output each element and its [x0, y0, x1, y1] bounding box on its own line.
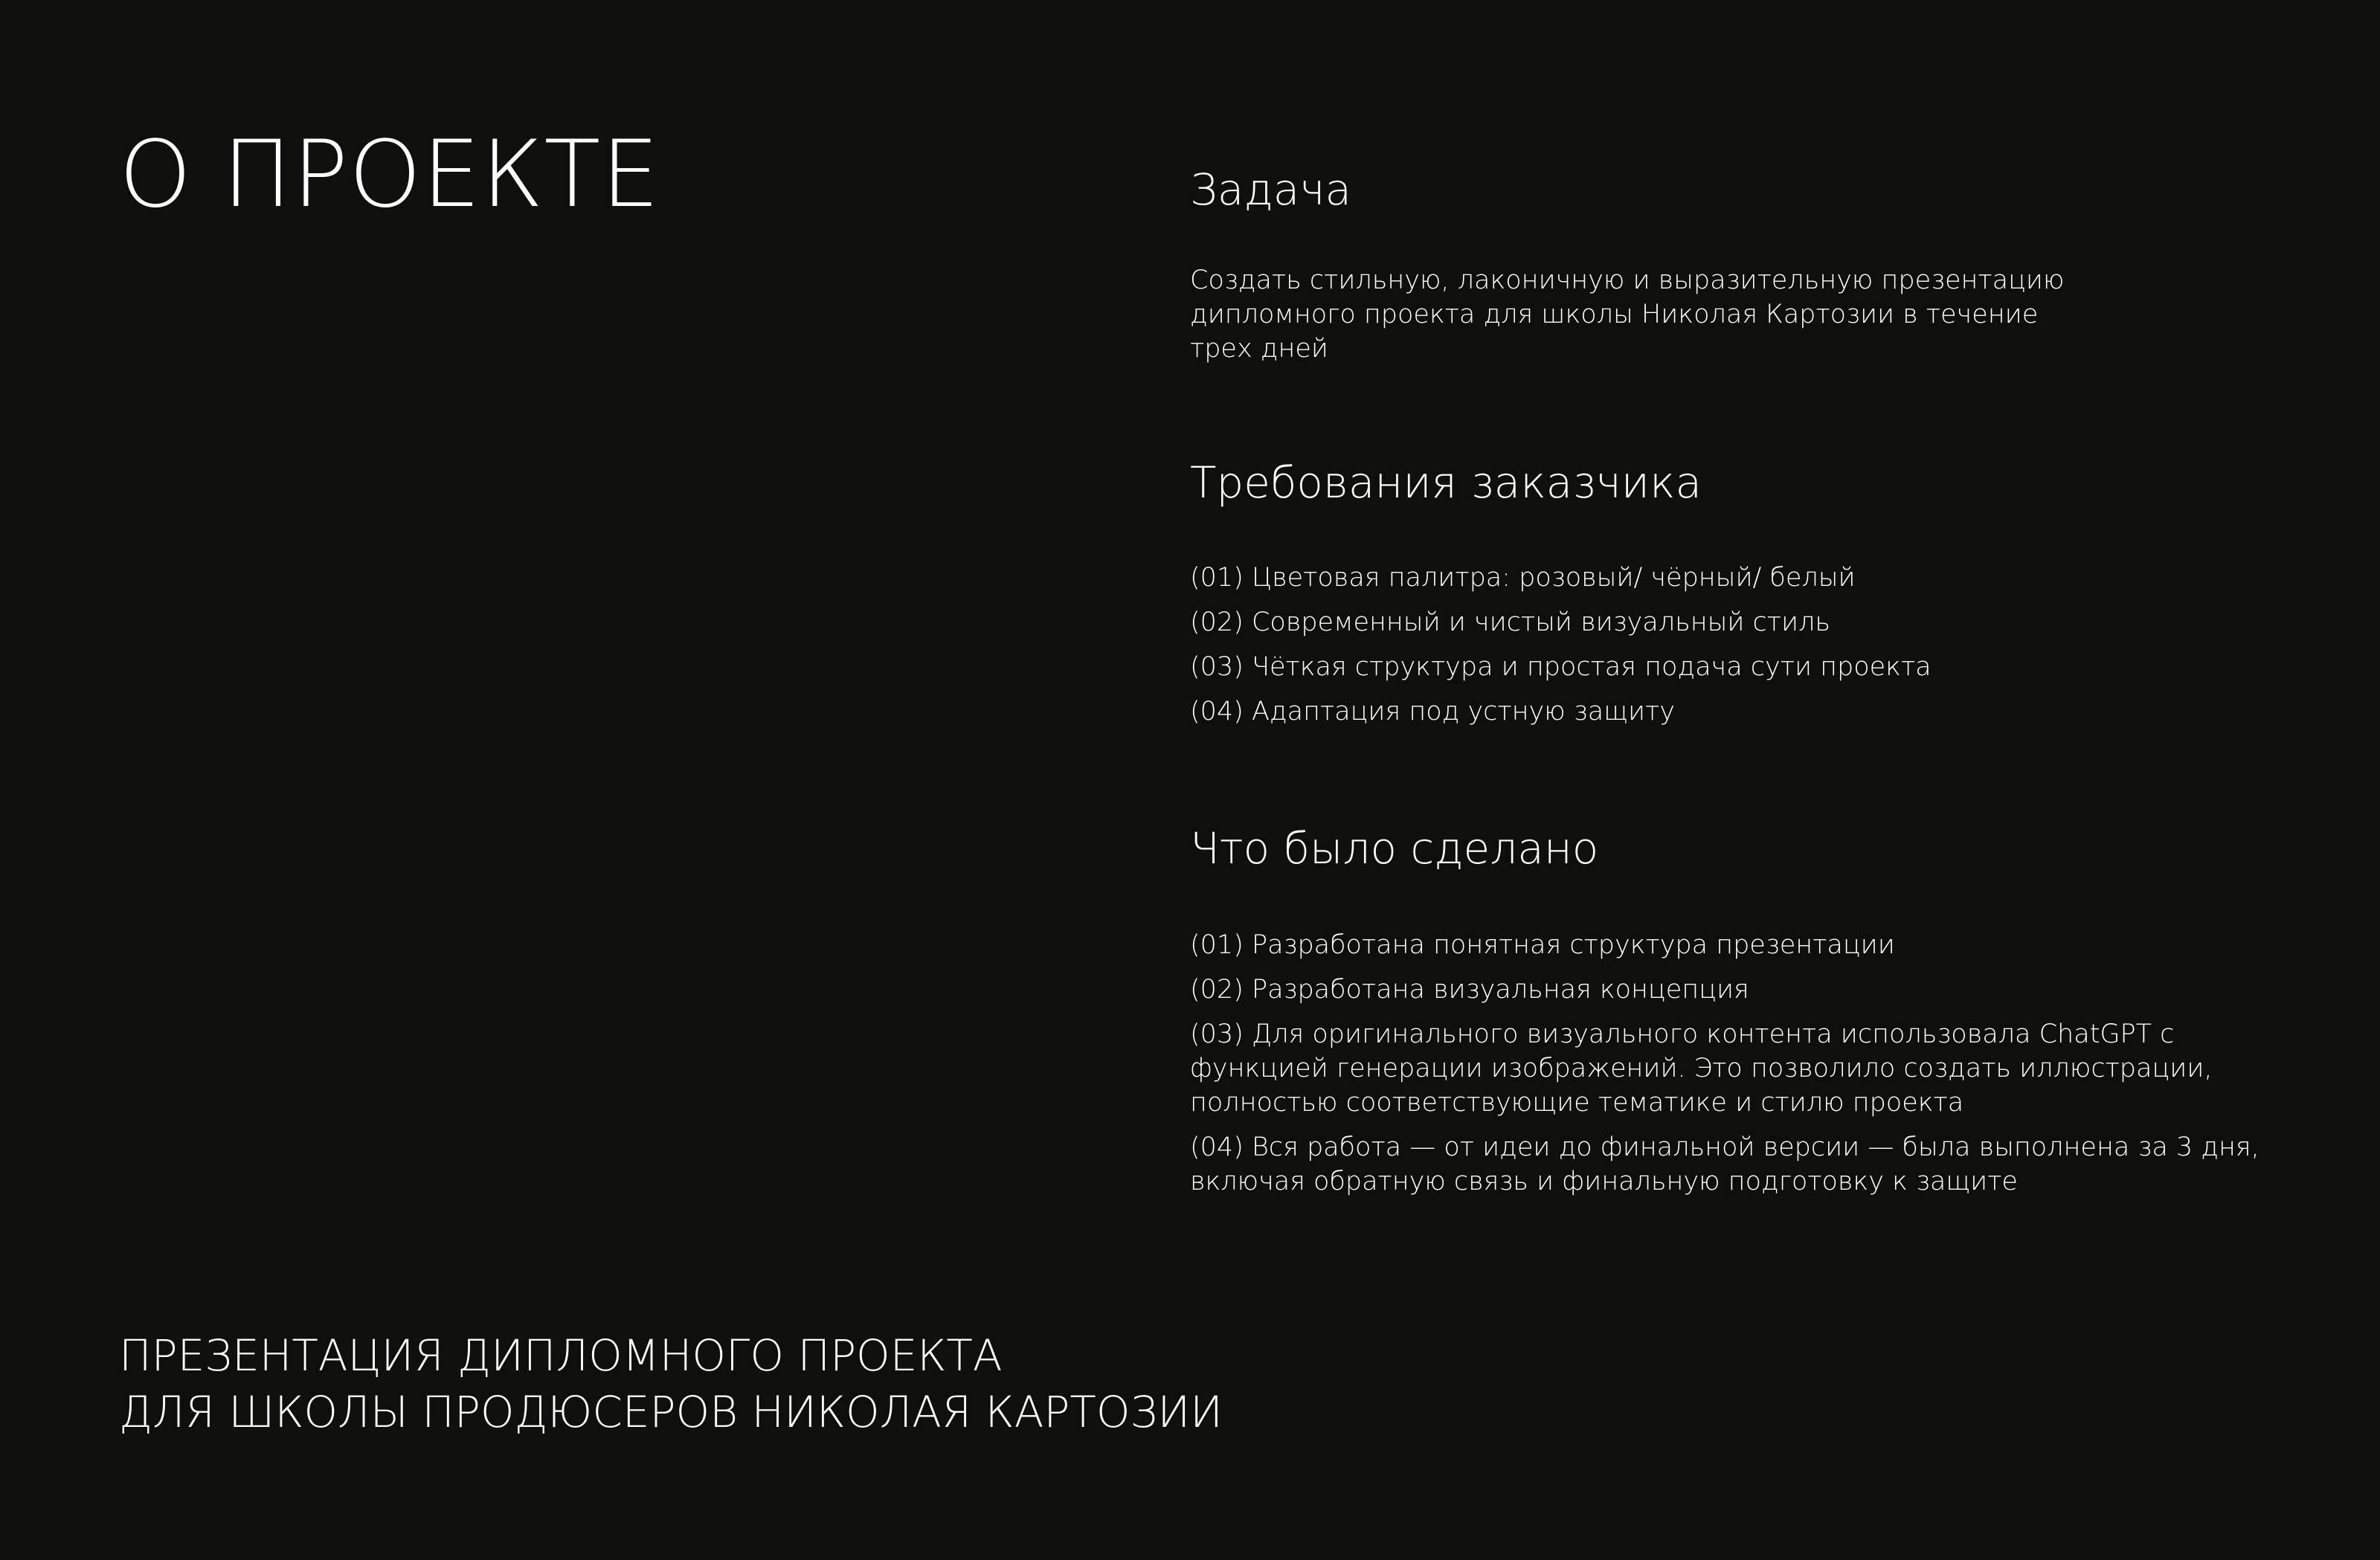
- done-heading: Что было сделано: [1190, 823, 1599, 874]
- done-list: [1190, 928, 2320, 1199]
- task-heading: Задача: [1190, 164, 1352, 215]
- done-item: (01) Разработана понятная структура презентации: [1190, 930, 1895, 960]
- page-title: О ПРОЕКТЕ: [119, 121, 660, 228]
- requirement-item: (02) Современный и чистый визуальный стиль: [1190, 607, 1831, 637]
- footer-title: [119, 1327, 1223, 1440]
- requirement-item: (04) Адаптация под устную защиту: [1190, 697, 1675, 726]
- requirement-item: (03) Чёткая структура и простая подача сути проекта: [1190, 652, 1932, 682]
- done-item: (03) Для оригинального визуального контента использовала ChatGPT с функцией генерации изображений. Это позволило создать иллюстрации, полностью соответствующие тематике и стилю проекта: [1190, 1019, 2213, 1118]
- requirement-item: (01) Цветовая палитра: розовый/ чёрный/ белый: [1190, 563, 1856, 593]
- footer-line-2: ДЛЯ ШКОЛЫ ПРОДЮСЕРОВ НИКОЛАЯ КАРТОЗИИ: [119, 1387, 1223, 1437]
- done-item: (04) Вся работа — от идеи до финальной версии — была выполнена за 3 дня, включая обратную связь и финальную подготовку к защите: [1190, 1132, 2260, 1196]
- done-item: (02) Разработана визуальная концепция: [1190, 975, 1749, 1005]
- requirements-list: [1190, 561, 2320, 729]
- requirements-heading: Требования заказчика: [1190, 457, 1702, 508]
- task-description: Создать стильную, лаконичную и выразительную презентацию дипломного проекта для школы Николая Картозии в течение трех дней: [1190, 265, 2065, 364]
- footer-line-1: ПРЕЗЕНТАЦИЯ ДИПЛОМНОГО ПРОЕКТА: [119, 1330, 1003, 1381]
